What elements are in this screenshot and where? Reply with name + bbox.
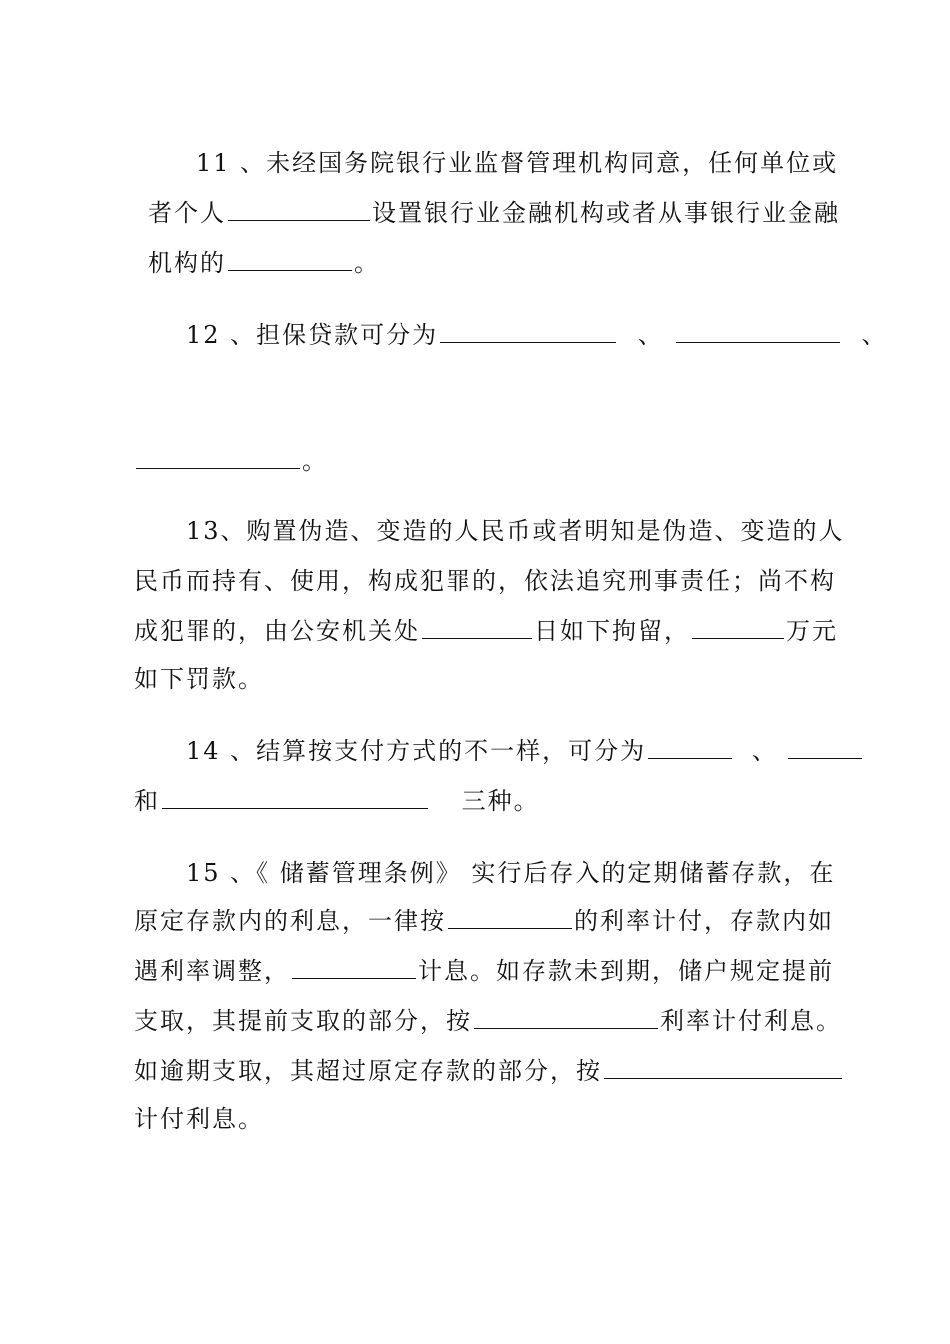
q11-text: 者个人 — [148, 199, 226, 227]
q15-text: 计息。如存款未到期，储户规定提前 — [418, 957, 834, 985]
q13-line-4 — [134, 664, 264, 694]
q15-text: 原定存款内的利息，一律按 — [134, 907, 446, 935]
q15-line-6 — [134, 1104, 264, 1134]
q13-line-2 — [134, 566, 836, 596]
q15-text: 15 、《 储蓄管理条例》 实行后存入的定期储蓄存款，在 — [186, 859, 836, 887]
q11-line-1 — [196, 148, 838, 178]
q11-text: 机构的 — [148, 249, 226, 277]
q12-text: 12 、担保贷款可分为 — [186, 321, 439, 349]
q15-text: 利率计付利息。 — [660, 1007, 842, 1035]
q13-answer-blank-1[interactable] — [422, 616, 532, 639]
q15-line-2 — [134, 906, 834, 936]
q13-text: 如下罚款。 — [134, 665, 264, 693]
q12-text: 。 — [302, 447, 328, 475]
q14-text: 14 、结算按支付方式的不一样，可分为 — [186, 737, 647, 765]
q11-answer-blank-1[interactable] — [228, 198, 370, 221]
q15-answer-blank-3[interactable] — [474, 1006, 658, 1029]
q15-text: 的利率计付，存款内如 — [574, 907, 834, 935]
q12-answer-blank-1[interactable] — [440, 320, 616, 343]
q15-line-1 — [186, 858, 835, 888]
q15-text: 遇利率调整， — [134, 957, 290, 985]
q13-text: 13、购置伪造、变造的人民币或者明知是伪造、变造的人 — [186, 517, 845, 545]
q14-line-1 — [186, 736, 864, 766]
q13-line-3 — [134, 616, 838, 646]
q14-text: 和 — [134, 787, 160, 815]
q11-answer-blank-2[interactable] — [228, 248, 352, 271]
q15-answer-blank-1[interactable] — [448, 906, 572, 929]
q15-answer-blank-4[interactable] — [604, 1056, 842, 1079]
q11-text: 11 、未经国务院银行业监督管理机构同意，任何单位或 — [196, 149, 839, 177]
q15-text: 计付利息。 — [134, 1105, 264, 1133]
q13-answer-blank-2[interactable] — [692, 616, 784, 639]
q13-text: 民币而持有、使用，构成犯罪的，依法追究刑事责任；尚不构 — [134, 567, 836, 595]
q12-separator: 、 — [637, 321, 664, 349]
q11-line-2 — [148, 198, 840, 228]
q15-answer-blank-2[interactable] — [292, 956, 416, 979]
q15-line-4 — [134, 1006, 842, 1036]
q14-text: 三种。 — [461, 787, 540, 815]
q14-separator: 、 — [751, 737, 778, 765]
q15-line-3 — [134, 956, 834, 986]
q11-text: 设置银行业金融机构或者从事银行业金融 — [372, 199, 840, 227]
q12-line-2 — [134, 446, 328, 476]
q13-text: 成犯罪的，由公安机关处 — [134, 617, 420, 645]
q13-line-1 — [186, 516, 845, 546]
q12-line-1 — [186, 320, 887, 350]
q13-text: 日如下拘留， — [534, 617, 690, 645]
q15-text: 如逾期支取，其超过原定存款的部分，按 — [134, 1057, 602, 1085]
q14-answer-blank-1[interactable] — [648, 736, 732, 759]
q11-line-3 — [148, 248, 380, 278]
q12-answer-blank-2[interactable] — [676, 320, 840, 343]
q13-text: 万元 — [786, 617, 838, 645]
q14-answer-blank-3[interactable] — [162, 786, 428, 809]
q12-answer-blank-3[interactable] — [136, 446, 300, 469]
q14-line-2 — [134, 786, 540, 816]
q11-text: 。 — [354, 249, 380, 277]
q12-separator: 、 — [861, 321, 888, 349]
q15-line-5 — [134, 1056, 844, 1086]
q14-answer-blank-2[interactable] — [788, 736, 862, 759]
q15-text: 支取，其提前支取的部分，按 — [134, 1007, 472, 1035]
